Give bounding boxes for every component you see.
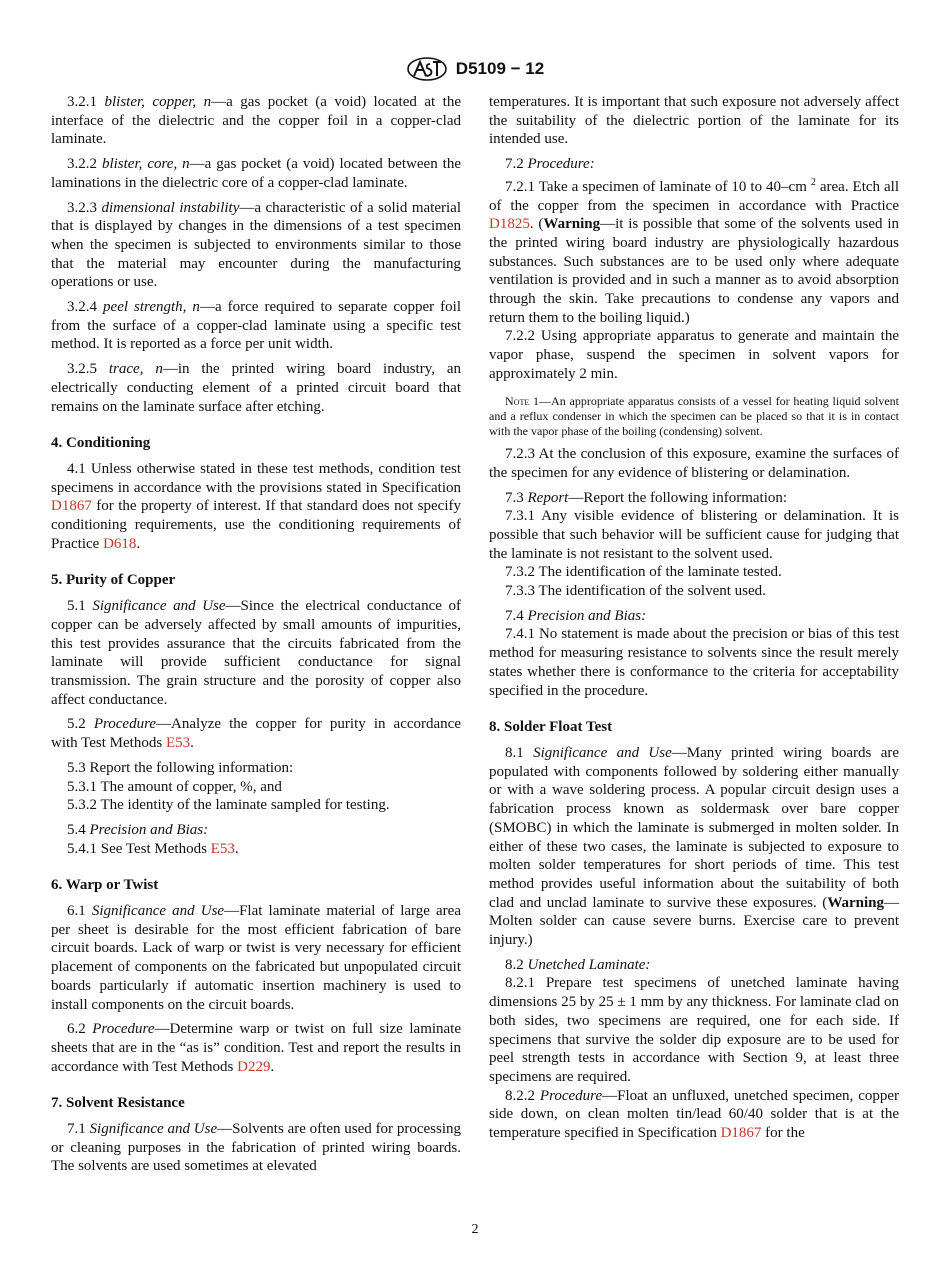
- paragraph-7-3: 7.3 Report—Report the following information:: [505, 489, 788, 506]
- ref-link-e53[interactable]: E53: [210, 840, 235, 857]
- section-4-heading: 4. Conditioning: [51, 435, 151, 452]
- section-5-heading: 5. Purity of Copper: [51, 572, 176, 589]
- paragraph-3-2-3: 3.2.3 dimensional instability—a characteristic of a solid material that is displayed by changes in the dimensions of a test specimen when the specimen is subjected to environments similar to those that the material may encounter during the manufacturing operations or use.: [51, 199, 461, 291]
- paragraph-7-2: 7.2 Procedure:: [505, 156, 595, 173]
- paragraph-7-1-continued: temperatures. It is important that such exposure not adversely affect the suitability of the dielectric portion of the laminate for its intended use.: [489, 94, 899, 148]
- paragraph-5-3-1: 5.3.1 The amount of copper, %, and: [67, 778, 282, 795]
- section-7-heading: 7. Solvent Resistance: [51, 1095, 185, 1112]
- note-1: Note 1—An appropriate apparatus consists of a vessel for heating liquid solvent and a reflux condenser in which the specimen can be placed so that it is in contact with the vapor phase of the boiling (condensing) solvent.: [489, 393, 899, 438]
- paragraph-5-4: 5.4 Precision and Bias:: [67, 821, 209, 838]
- astm-logo-icon: [406, 56, 448, 82]
- paragraph-7-4: 7.4 Precision and Bias:: [505, 607, 647, 624]
- document-id: D5109 − 12: [455, 59, 545, 78]
- ref-link-d1867[interactable]: D1867: [720, 1125, 762, 1142]
- page-header: [0, 56, 950, 82]
- paragraph-8-2-2: 8.2.2 Procedure—Float an unfluxed, unetched specimen, copper side down, on clean molten tin/lead 60/40 solder that is at the temperature specified in Specification D1867 for the: [489, 1087, 899, 1142]
- paragraph-7-2-2: 7.2.2 Using appropriate apparatus to generate and maintain the vapor phase, suspend the specimen in solvent vapors for approximately 2 min.: [489, 328, 899, 382]
- paragraph-5-3-2: 5.3.2 The identity of the laminate sampled for testing.: [67, 797, 390, 814]
- right-column: [489, 93, 899, 1143]
- paragraph-3-2-1: 3.2.1 blister, copper, n—a gas pocket (a void) located at the interface of the dielectric and the copper foil in a copper-clad laminate.: [51, 94, 462, 148]
- paragraph-7-2-1: 7.2.1 Take a specimen of laminate of 10 to 40–cm $^2$ area. Etch all of the copper from the specimen in accordance with Practice D1825. (Warning—it is possible that some of the solvents used in the printed wiring board industry are physiologically hazardous substances. Such substances are to be used only where adequate ventilation is provided and in such a manner as to avoid absorption through the skin. Take precautions to condense any vapors and return them to the boiling liquid.): [489, 176, 900, 326]
- paragraph-4-1: 4.1 Unless otherwise stated in these test methods, condition test specimens in accordance with the provisions stated in Specification D1867 for the property of interest. If that standard does not specify conditioning requirements, use the conditioning requirements of Practice D618.: [51, 460, 461, 552]
- paragraph-7-1: 7.1 Significance and Use—Solvents are often used for processing or cleaning purposes in the fabrication of printed wiring boards. The solvents are used sometimes at elevated: [51, 1121, 461, 1175]
- paragraph-3-2-5: 3.2.5 trace, n—in the printed wiring board industry, an electrically conducting element of a printed circuit board that remains on the laminate surface after etching.: [51, 361, 462, 415]
- paragraph-3-2-2: 3.2.2 blister, core, n—a gas pocket (a void) located between the laminations in the dielectric core of a copper-clad laminate.: [51, 156, 461, 191]
- paragraph-7-4-1: 7.4.1 No statement is made about the precision or bias of this test method for measuring resistance to solvents since the result merely states whether there is conformance to the criteria for acceptability specified in the procedure.: [489, 626, 899, 699]
- paragraph-6-2: 6.2 Procedure—Determine warp or twist on full size laminate sheets that are in the “as is” condition. Test and report the results in accordance with Test Methods D229.: [51, 1021, 462, 1075]
- ref-link-d618[interactable]: D618: [103, 535, 137, 552]
- paragraph-5-3: 5.3 Report the following information:: [67, 759, 294, 776]
- section-8-heading: 8. Solder Float Test: [489, 719, 613, 736]
- ref-link-d1825[interactable]: D1825: [489, 216, 530, 233]
- paragraph-7-3-3: 7.3.3 The identification of the solvent used.: [505, 583, 766, 600]
- ref-link-d1867[interactable]: D1867: [51, 498, 92, 515]
- paragraph-5-1: 5.1 Significance and Use—Since the electrical conductance of copper can be adversely affected by small amounts of impurities, this test provides assurance that the circuits fabricated from the laminate will provide sufficient conductance for signal transmission. The grain structure and the porosity of copper also affect conductance.: [51, 598, 461, 708]
- ref-link-d229[interactable]: D229: [237, 1058, 271, 1075]
- paragraph-5-4-1: 5.4.1 See Test Methods E53.: [67, 840, 239, 857]
- paragraph-8-2-1: 8.2.1 Prepare test specimens of unetched laminate having dimensions 25 by 25 ± 1 mm by any thickness. For laminate clad on both sides, two specimens are required, one for each side. If specimens that survive the solder dip exposure are to be used for peel strength tests in accordance with Section 9, at least three specimens are required.: [489, 975, 899, 1085]
- paragraph-8-2: 8.2 Unetched Laminate:: [505, 956, 651, 973]
- page-number: 2: [471, 1222, 479, 1237]
- left-column: [51, 93, 461, 1176]
- ref-link-e53[interactable]: E53: [165, 735, 191, 752]
- paragraph-7-3-2: 7.3.2 The identification of the laminate tested.: [505, 564, 782, 581]
- paragraph-3-2-4: 3.2.4 peel strength, n—a force required to separate copper foil from the surface of a copper-clad laminate using a specific test method. It is reported as a force per unit width.: [51, 299, 461, 353]
- paragraph-5-2: 5.2 Procedure—Analyze the copper for purity in accordance with Test Methods E53.: [51, 716, 461, 752]
- paragraph-7-2-3: 7.2.3 At the conclusion of this exposure, examine the surfaces of the specimen for any evidence of blistering or delamination.: [489, 446, 899, 481]
- paragraph-6-1: 6.1 Significance and Use—Flat laminate material of large area per sheet is desirable for the most efficient fabrication of bare circuit boards. Lack of warp or twist is very necessary for efficient placement of components on the fabricated but unpopulated circuit boards particularly if automatic insertion machinery is used to install components on the circuit boards.: [51, 903, 461, 1013]
- paragraph-7-3-1: 7.3.1 Any visible evidence of blistering or delamination. It is possible that such behavior will be sufficient cause for judging that the laminate is not resistant to the solvent used.: [489, 508, 899, 562]
- section-6-heading: 6. Warp or Twist: [51, 877, 159, 894]
- paragraph-8-1: 8.1 Significance and Use—Many printed wiring boards are populated with components followed by soldering either manually or with a wave soldering process. A popular circuit design uses a fabrication process known as soldermask over bare copper (SMOBC) in which the laminate is submerged in molten solder. In either of these two cases, the laminate is subjected to exposure to molten solder temperatures for short periods of time. This test method provides useful information about the suitability of both clad and unclad laminate to survive these exposures. (Warning—Molten solder can cause severe burns. Exercise care to prevent injury.): [489, 745, 900, 949]
